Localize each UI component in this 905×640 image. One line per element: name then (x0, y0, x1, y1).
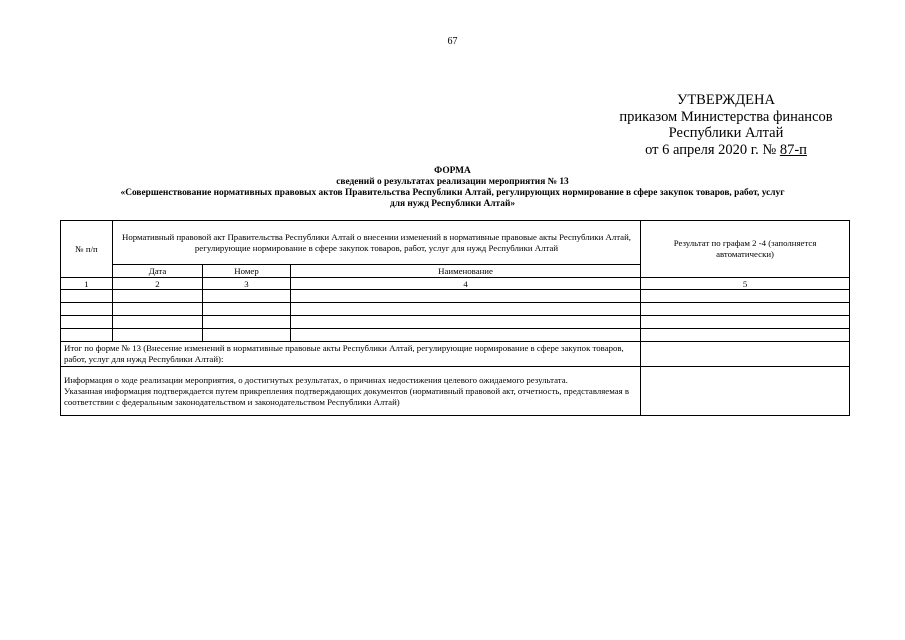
table-cell[interactable] (113, 316, 203, 329)
info-text-line-1: Информация о ходе реализации мероприятия, о достигнутых результатах, о причинах недостижения целевого ожидаемого результата. (64, 374, 568, 385)
approval-status: УТВЕРЖДЕНА (677, 92, 775, 108)
approval-stamp (596, 92, 856, 158)
table-cell[interactable] (61, 290, 113, 303)
column-number: 1 (61, 278, 113, 290)
table-cell[interactable] (113, 303, 203, 316)
total-value-cell[interactable] (641, 342, 850, 367)
table-header-row (61, 221, 850, 265)
info-text-line-2: Указанная информация подтверждается путем прикрепления подтверждающих документов (нормативный правовой акт, отчетность, представляемая в соответствии с федеральным законодательством и законодательством Республики Алтай) (64, 385, 630, 407)
total-row (61, 342, 850, 367)
form-name-line-1: «Совершенствование нормативных правовых актов Правительства Республики Алтай, регулирующих нормирование в сфере закупок товаров, работ, услуг (120, 188, 785, 198)
info-row (61, 367, 850, 416)
table-cell[interactable] (203, 316, 291, 329)
column-number: 3 (203, 278, 291, 290)
table-cell[interactable] (61, 303, 113, 316)
header-legal-act: Нормативный правовой акт Правительства Республики Алтай о внесении изменений в нормативные правовые акты Республики Алтай, регулирующие нормирование в сфере закупок товаров, работ, услуг для нужд Республики Алтай (113, 221, 641, 265)
form-title: ФОРМА (434, 166, 471, 176)
results-table (60, 220, 850, 416)
approval-order-issuer: приказом Министерства финансов (619, 108, 833, 125)
page-number: 67 (447, 36, 458, 47)
header-row-number: № п/п (61, 221, 113, 278)
approval-region: Республики Алтай (668, 125, 784, 141)
info-value-cell[interactable] (641, 367, 850, 416)
form-name-line-2: для нужд Республики Алтай» (389, 199, 516, 209)
info-text (61, 367, 641, 416)
header-result: Результат по графам 2 -4 (заполняется автоматически) (641, 221, 850, 278)
column-number: 5 (641, 278, 850, 290)
table-cell[interactable] (291, 329, 641, 342)
table-cell[interactable] (203, 329, 291, 342)
approval-date-number (596, 142, 856, 159)
table-cell[interactable] (641, 303, 850, 316)
table-cell[interactable] (203, 290, 291, 303)
form-heading (55, 166, 850, 210)
table-cell[interactable] (641, 316, 850, 329)
table-row (61, 290, 850, 303)
approval-order-number: 87-п (779, 141, 807, 158)
table-cell[interactable] (113, 290, 203, 303)
column-number: 2 (113, 278, 203, 290)
header-number: Номер (203, 265, 291, 278)
table-cell[interactable] (61, 316, 113, 329)
table-cell[interactable] (291, 303, 641, 316)
column-numbering-row (61, 278, 850, 290)
approval-date: от 6 апреля 2020 г. № (645, 141, 780, 158)
table-row (61, 303, 850, 316)
table-cell[interactable] (113, 329, 203, 342)
table-row (61, 329, 850, 342)
table-cell[interactable] (203, 303, 291, 316)
table-cell[interactable] (291, 316, 641, 329)
header-name: Наименование (291, 265, 641, 278)
table-cell[interactable] (61, 329, 113, 342)
header-date: Дата (113, 265, 203, 278)
total-label: Итог по форме № 13 (Внесение изменений в нормативные правовые акты Республики Алтай, регулирующие нормирование в сфере закупок товаров, работ, услуг для нужд Республики Алтай): (61, 342, 641, 367)
table-cell[interactable] (641, 329, 850, 342)
column-number: 4 (291, 278, 641, 290)
form-subtitle: сведений о результатах реализации мероприятия № 13 (336, 177, 569, 187)
table-cell[interactable] (641, 290, 850, 303)
table-cell[interactable] (291, 290, 641, 303)
table-row (61, 316, 850, 329)
